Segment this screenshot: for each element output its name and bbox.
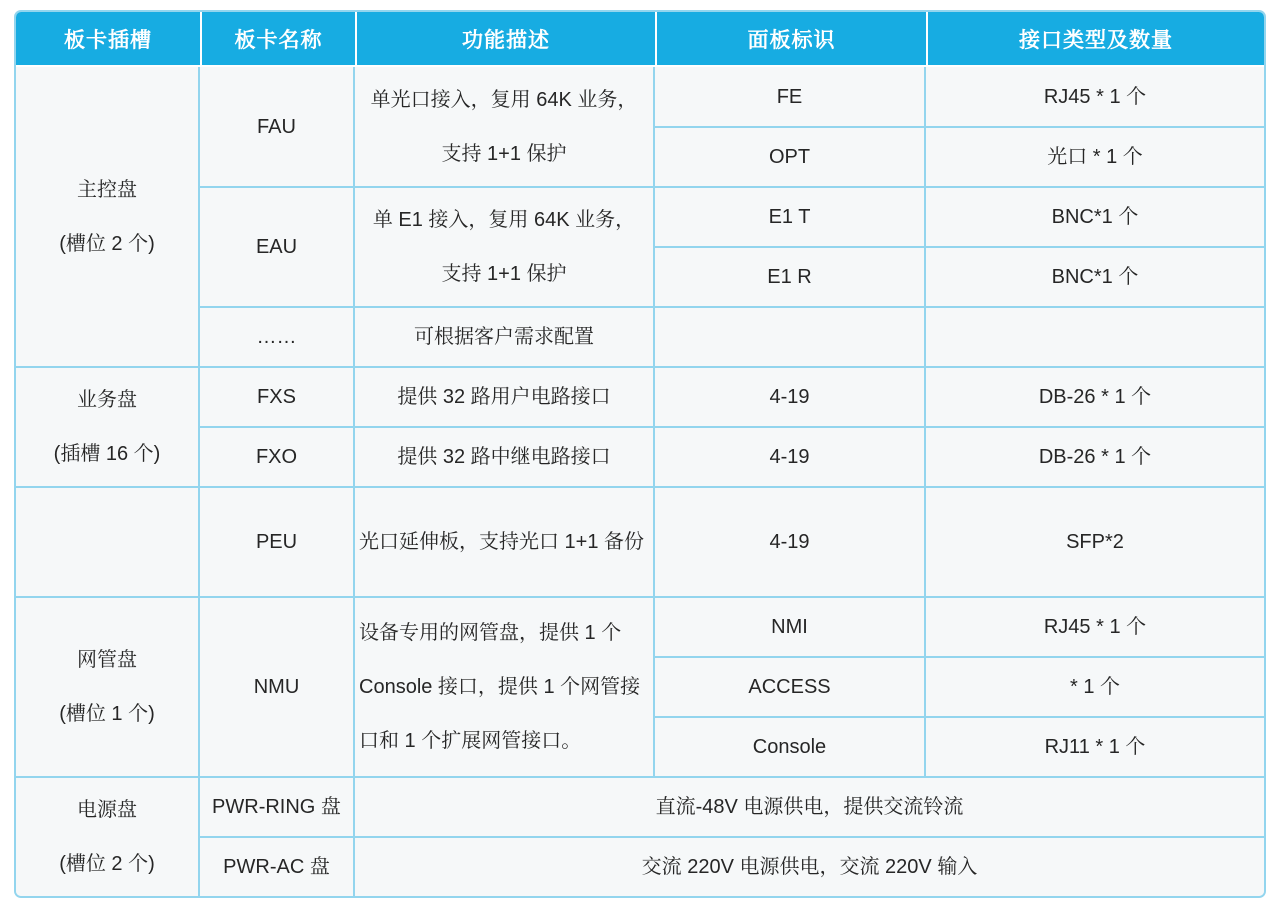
slot-cell-service: [16, 368, 200, 488]
header-iface-type-qty: 接口类型及数量: [926, 12, 1264, 67]
table-row-fe: [16, 67, 1264, 128]
table-row-fxs: [16, 368, 1264, 428]
slot-title: 电源盘: [77, 799, 137, 821]
table-row-other: [16, 308, 1264, 368]
desc-nmu: 设备专用的网管盘，提供 1 个 Console 接口，提供 1 个网管接口和 1 个扩展网管接口。: [355, 598, 655, 778]
desc-other: 可根据客户需求配置: [355, 308, 655, 368]
table-row-nmi: [16, 598, 1264, 658]
slot-title: 网管盘: [77, 649, 137, 671]
header-card-name: 板卡名称: [200, 12, 355, 67]
iface-fxo: DB-26 * 1 个: [926, 428, 1264, 488]
slot-note: (槽位 2 个): [59, 232, 155, 255]
panel-opt: OPT: [655, 128, 926, 188]
card-name-fxo: FXO: [200, 428, 355, 488]
iface-access: * 1 个: [926, 658, 1264, 718]
slot-cell-power: [16, 778, 200, 896]
panel-console: Console: [655, 718, 926, 778]
iface-opt: 光口 * 1 个: [926, 128, 1264, 188]
iface-other: [926, 308, 1264, 368]
header-function-desc: 功能描述: [355, 12, 655, 67]
panel-fe: FE: [655, 67, 926, 128]
slot-cell-peu-empty: [16, 488, 200, 598]
slot-note: (插槽 16 个): [53, 443, 161, 465]
slot-note: (槽位 1 个): [59, 703, 155, 725]
iface-e1t: BNC*1 个: [926, 188, 1264, 248]
desc-fxo: 提供 32 路中继电路接口: [355, 428, 655, 488]
desc-fxs: 提供 32 路用户电路接口: [355, 368, 655, 428]
iface-fe: RJ45 * 1 个: [926, 67, 1264, 128]
header-slot: 板卡插槽: [16, 12, 200, 67]
card-name-fau: FAU: [200, 67, 355, 188]
desc-pwr-ring: 直流-48V 电源供电，提供交流铃流: [355, 778, 1264, 838]
slot-note: (槽位 2 个): [59, 853, 155, 875]
board-card-spec-table: [14, 10, 1266, 898]
panel-peu: 4-19: [655, 488, 926, 598]
desc-eau: 单 E1 接入，复用 64K 业务，支持 1+1 保护: [355, 188, 655, 308]
header-row: [16, 12, 1264, 67]
slot-title: 主控盘: [77, 178, 137, 201]
iface-console: RJ11 * 1 个: [926, 718, 1264, 778]
table-row-fxo: [16, 428, 1264, 488]
iface-peu: SFP*2: [926, 488, 1264, 598]
card-name-fxs: FXS: [200, 368, 355, 428]
desc-pwr-ac: 交流 220V 电源供电，交流 220V 输入: [355, 838, 1264, 896]
card-name-nmu: NMU: [200, 598, 355, 778]
slot-cell-main-control: [16, 67, 200, 368]
panel-fxo: 4-19: [655, 428, 926, 488]
card-name-pwr-ring: PWR-RING 盘: [200, 778, 355, 838]
spec-table: [16, 12, 1264, 896]
header-panel-id: 面板标识: [655, 12, 926, 67]
table-row-e1t: [16, 188, 1264, 248]
card-name-pwr-ac: PWR-AC 盘: [200, 838, 355, 896]
card-name-eau: EAU: [200, 188, 355, 308]
panel-fxs: 4-19: [655, 368, 926, 428]
iface-nmi: RJ45 * 1 个: [926, 598, 1264, 658]
iface-fxs: DB-26 * 1 个: [926, 368, 1264, 428]
iface-e1r: BNC*1 个: [926, 248, 1264, 308]
desc-peu: 光口延伸板，支持光口 1+1 备份: [355, 488, 655, 598]
slot-title: 业务盘: [77, 389, 137, 411]
desc-fau: 单光口接入，复用 64K 业务，支持 1+1 保护: [355, 67, 655, 188]
panel-e1r: E1 R: [655, 248, 926, 308]
panel-other: [655, 308, 926, 368]
panel-nmi: NMI: [655, 598, 926, 658]
table-row-pwr-ring: [16, 778, 1264, 838]
table-row-peu: [16, 488, 1264, 598]
slot-cell-nms: [16, 598, 200, 778]
table-row-pwr-ac: [16, 838, 1264, 896]
card-name-other: ……: [200, 308, 355, 368]
panel-e1t: E1 T: [655, 188, 926, 248]
panel-access: ACCESS: [655, 658, 926, 718]
card-name-peu: PEU: [200, 488, 355, 598]
